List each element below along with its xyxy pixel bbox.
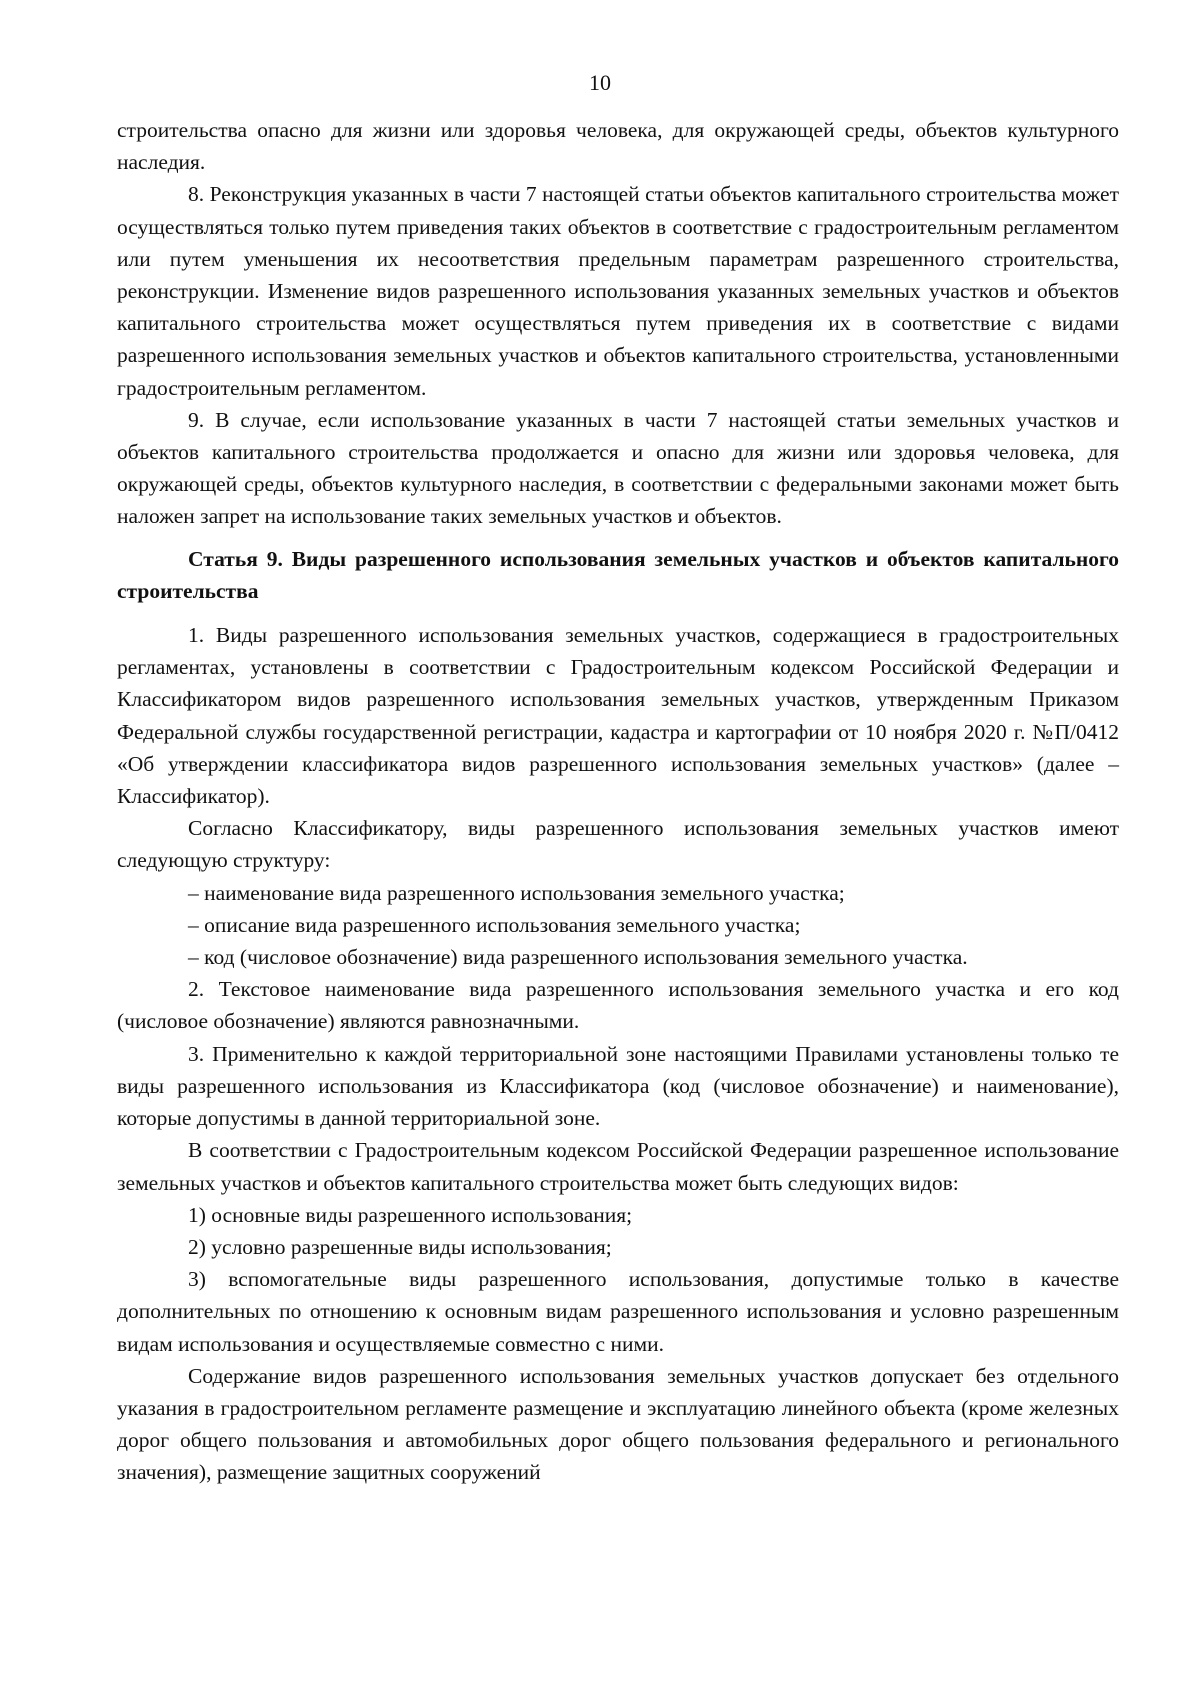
list-item-name: – наименование вида разрешенного использования земельного участка; <box>188 880 845 905</box>
paragraph-item-2: 2. Текстовое наименование вида разрешенного использования земельного участка и его код (числовое обозначение) являются равнозначными. <box>117 977 1119 1034</box>
paragraph-item-9: 9. В случае, если использование указанных в части 7 настоящей статьи земельных участков и объектов капитального строительства продолжается и опасно для жизни или здоровья человека, для окружающей среды, объектов культурного наследия, в соответствии с федеральными законами может быть наложен запрет на использование таких земельных участков и объектов. <box>117 407 1119 529</box>
paragraph-kinds-intro: В соответствии с Градостроительным кодексом Российской Федерации разрешенное использование земельных участков и объектов капитального строительства может быть следующих видов: <box>117 1138 1119 1195</box>
page-number: 10 <box>589 70 611 95</box>
paragraph-item-3: 3. Применительно к каждой территориальной зоне настоящими Правилами установлены только те виды разрешенного использования из Классификатора (код (числовое обозначение) и наименование), которые допустимы в данной территориальной зоне. <box>117 1041 1119 1131</box>
paragraph-linear-objects: Содержание видов разрешенного использования земельных участков допускает без отдельного указания в градостроительном регламенте размещение и эксплуатацию линейного объекта (кроме железных дорог общего пользования и автомобильных дорог общего пользования федерального и регионального значения), размещение защитных сооружений <box>117 1363 1119 1485</box>
list-item-main-uses: 1) основные виды разрешенного использования; <box>188 1202 633 1227</box>
list-item-code: – код (числовое обозначение) вида разрешенного использования земельного участка. <box>188 945 968 970</box>
paragraph-classifier-structure: Согласно Классификатору, виды разрешенного использования земельных участков имеют следующую структуру: <box>117 816 1119 873</box>
paragraph-continuation: строительства опасно для жизни или здоровья человека, для окружающей среды, объектов культурного наследия. <box>117 118 1119 175</box>
list-item-conditional-uses: 2) условно разрешенные виды использования; <box>188 1234 612 1259</box>
article-heading: Статья 9. Виды разрешенного использования земельных участков и объектов капитального строительства <box>117 546 1119 603</box>
list-item-description: – описание вида разрешенного использования земельного участка; <box>188 912 801 937</box>
document-body <box>117 114 1119 1489</box>
list-item-auxiliary-uses: 3) вспомогательные виды разрешенного использования, допустимые только в качестве дополнительных по отношению к основным видам разрешенного использования и условно разрешенным видам использования и осуществляемые совместно с ними. <box>117 1267 1119 1356</box>
paragraph-item-1: 1. Виды разрешенного использования земельных участков, содержащиеся в градостроительных регламентах, установлены в соответствии с Градостроительным кодексом Российской Федерации и Классификатором видов разрешенного использования земельных участков, утвержденным Приказом Федеральной службы государственной регистрации, кадастра и картографии от 10 ноября 2020 г. №П/0412 «Об утверждении классификатора видов разрешенного использования земельных участков» (далее – Классификатор). <box>117 623 1119 809</box>
paragraph-item-8: 8. Реконструкция указанных в части 7 настоящей статьи объектов капитального строительства может осуществляться только путем приведения таких объектов в соответствие с градостроительным регламентом или путем уменьшения их несоответствия предельным параметрам разрешенного строительства, реконструкции. Изменение видов разрешенного использования указанных земельных участков и объектов капитального строительства может осуществляться путем приведения их в соответствие с видами разрешенного использования земельных участков и объектов капитального строительства, установленными градостроительным регламентом. <box>117 182 1119 400</box>
